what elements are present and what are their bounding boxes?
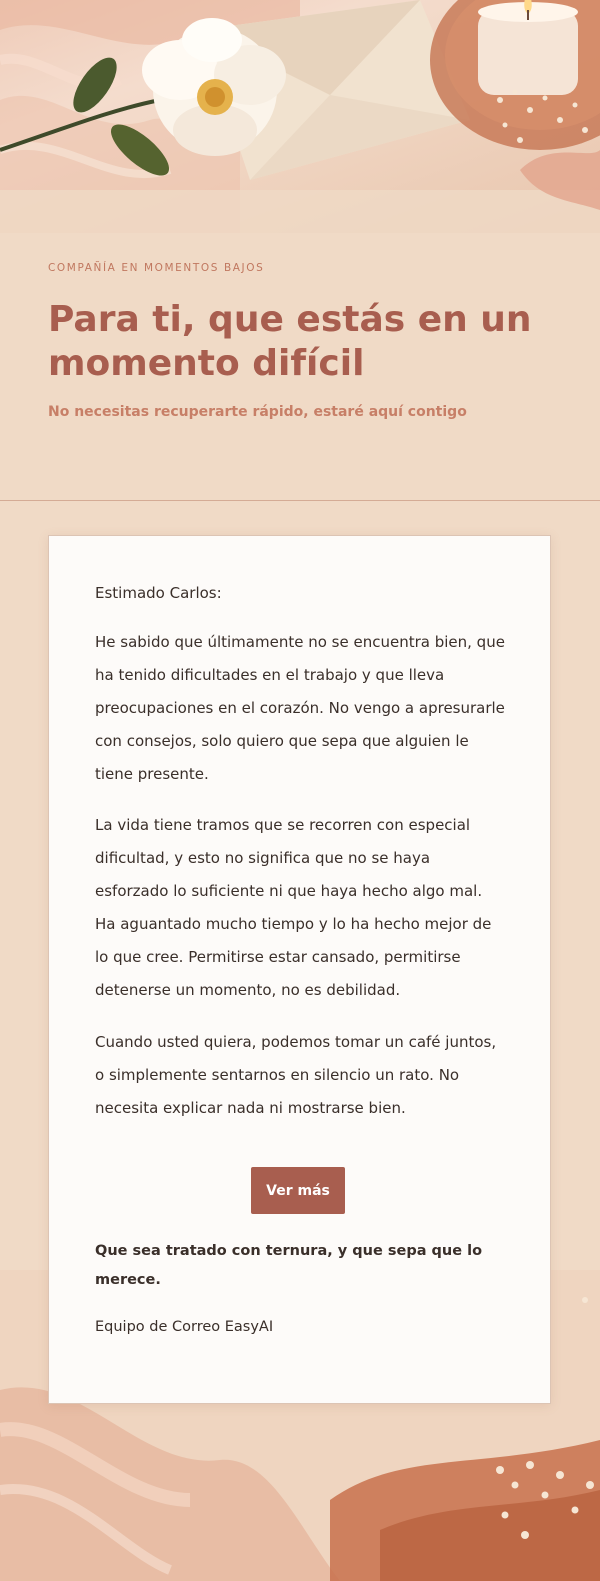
hero-illustration — [0, 0, 600, 233]
hero-image — [0, 0, 600, 233]
signature: Equipo de Correo EasyAI — [95, 1319, 274, 1335]
letter-paragraph: Cuando usted quiera, podemos tomar un café juntos, o simplemente sentarnos en silencio un rato. No necesita explicar nada ni mostrarse bien. — [95, 1033, 497, 1117]
kicker-label: COMPAÑÍA EN MOMENTOS BAJOS — [48, 262, 265, 274]
letter-paragraph: He sabido que últimamente no se encuentra bien, que ha tenido dificultades en el trabajo y que lleva preocupaciones en el corazón. No vengo a apresurarle con consejos, solo quiero que sepa que alguien le tiene presente. — [95, 633, 505, 783]
letter-greeting: Estimado Carlos: — [95, 584, 222, 602]
see-more-button[interactable]: Ver más — [251, 1167, 345, 1214]
candle-icon — [478, 0, 578, 95]
letter-paragraph: La vida tiene tramos que se recorren con especial dificultad, y esto no significa que no se haya esforzado lo suficiente ni que haya hecho algo mal. Ha aguantado mucho tiempo y lo ha hecho mejor de lo que cree. Permitirse estar cansado, permitirse detenerse un momento, no es debilidad. — [95, 816, 492, 999]
page-title: Para ti, que estás en un momento difícil — [48, 299, 532, 384]
letter-card — [48, 535, 551, 1404]
section-divider — [0, 500, 600, 501]
closing-message: Que sea tratado con ternura, y que sepa que lo merece. — [95, 1243, 483, 1288]
page-subtitle: No necesitas recuperarte rápido, estaré aquí contigo — [48, 404, 467, 420]
